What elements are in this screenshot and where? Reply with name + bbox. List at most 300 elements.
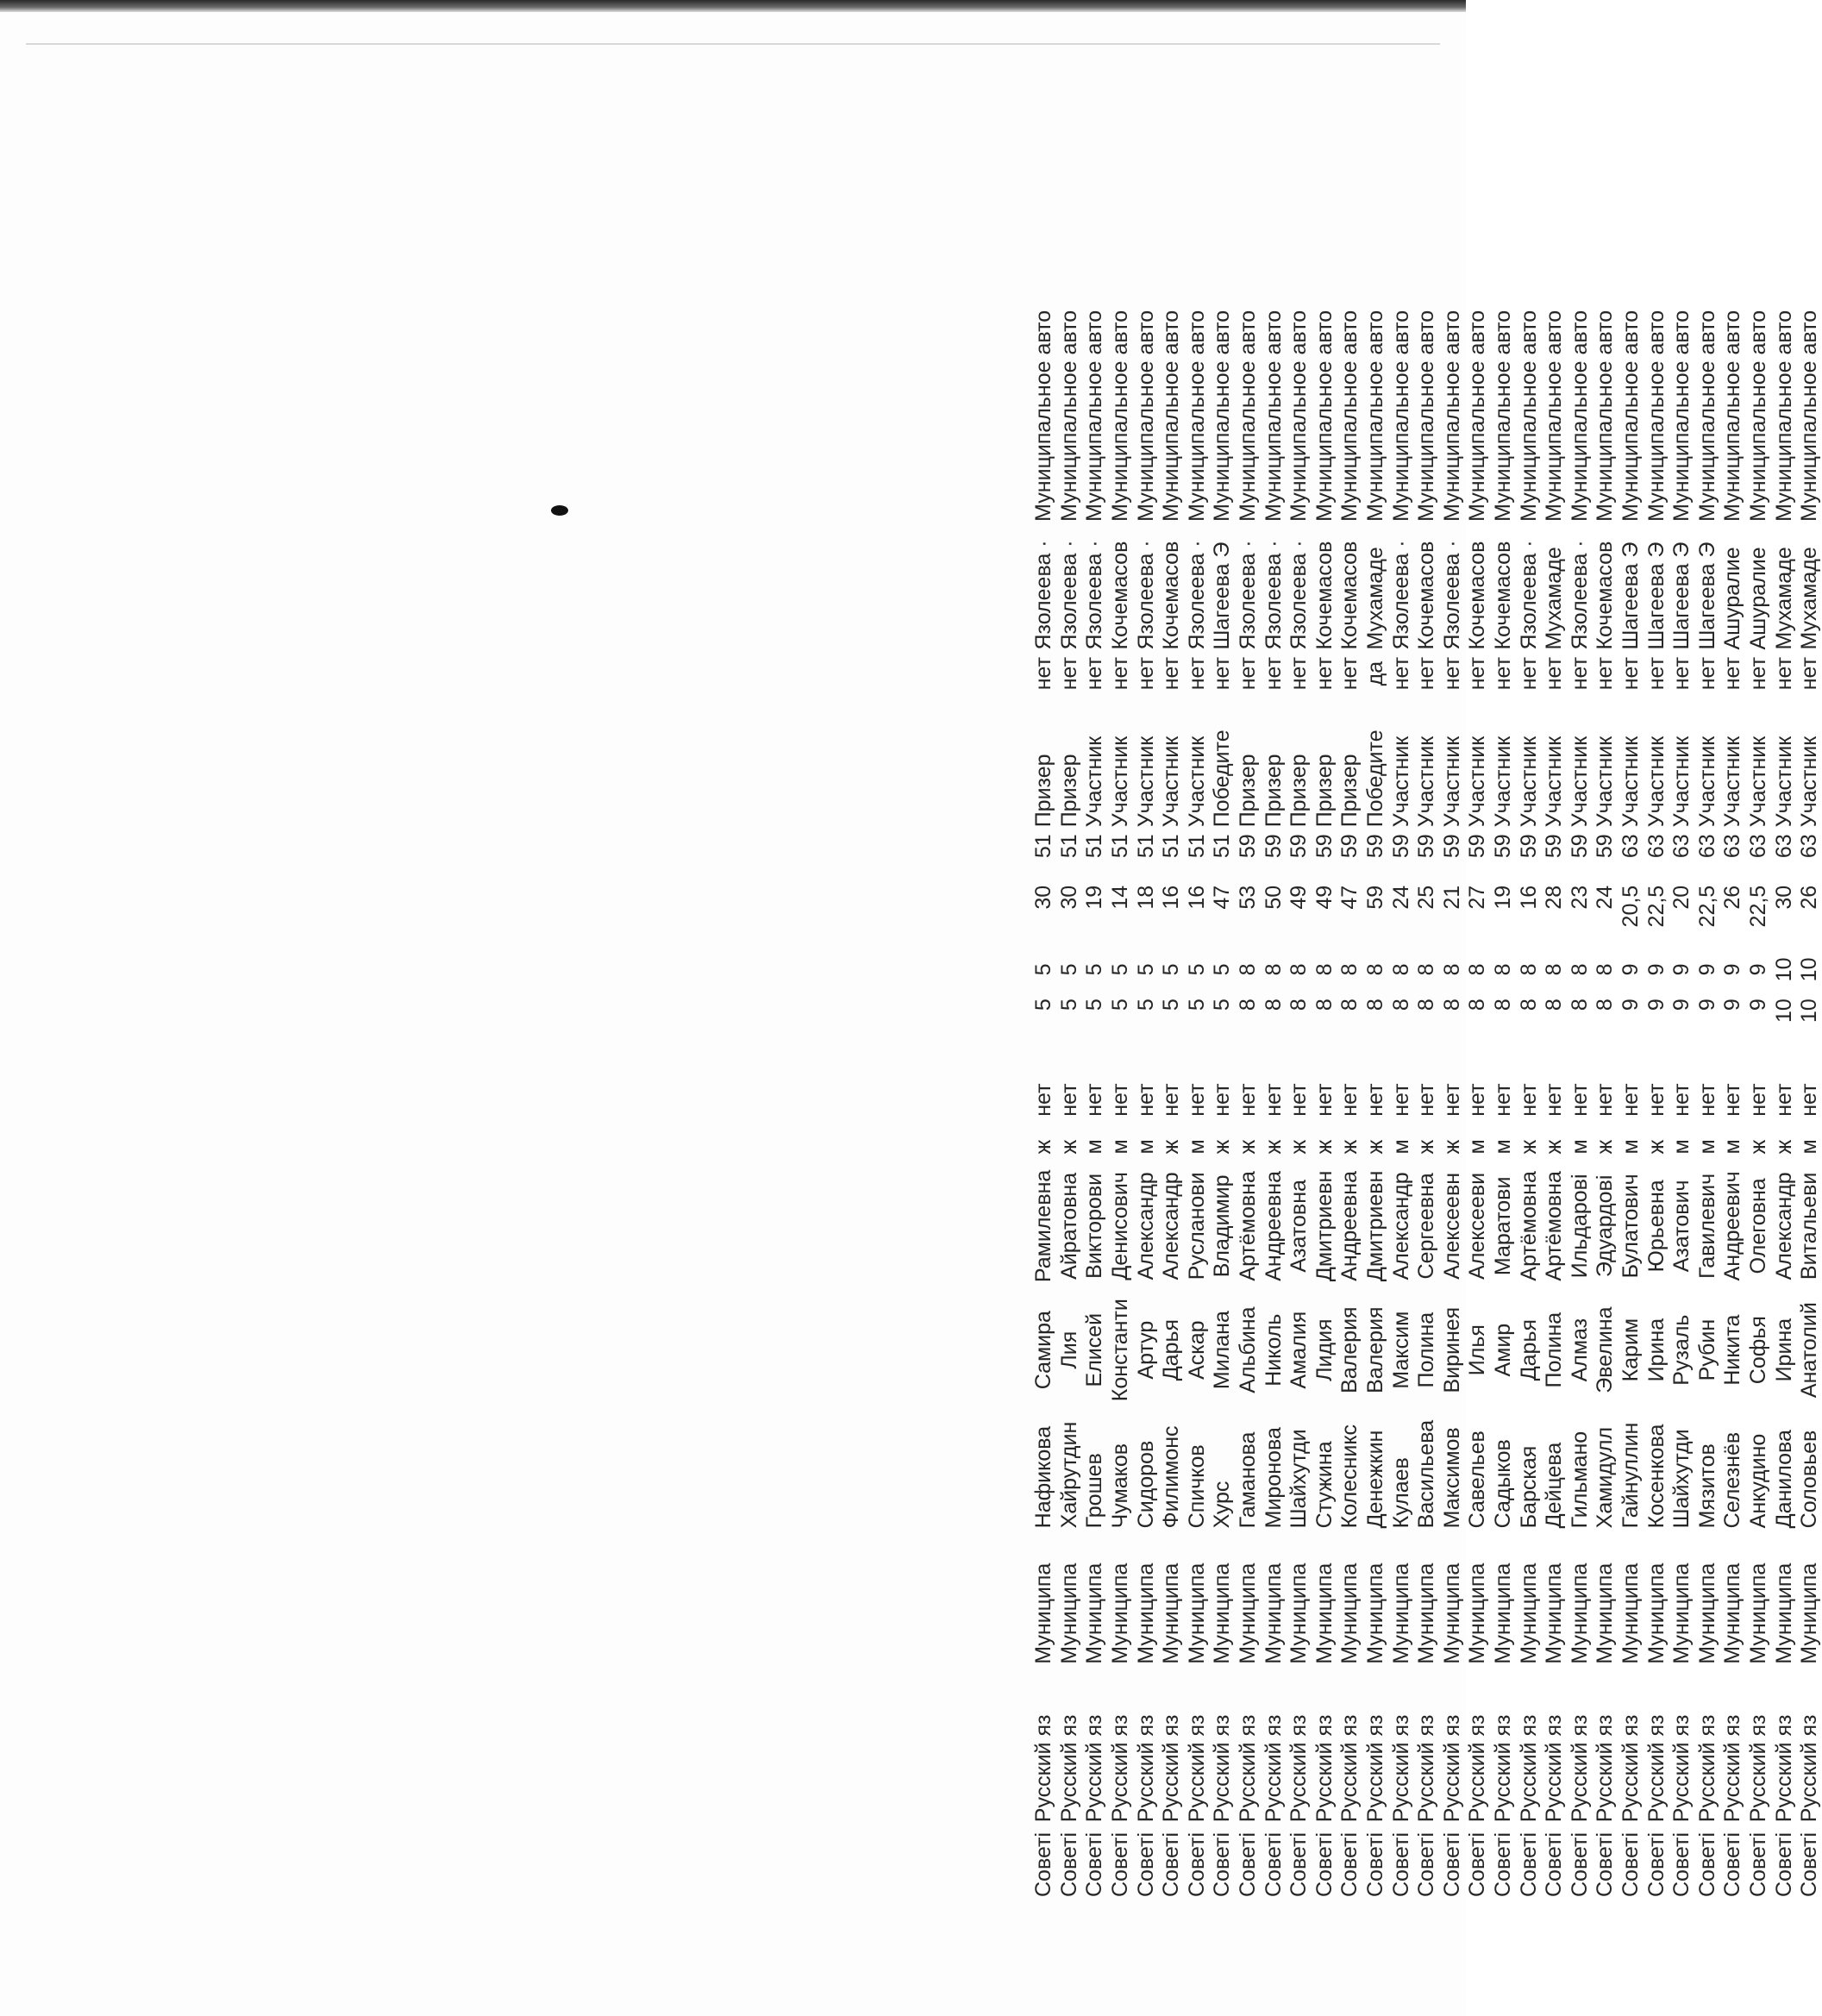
score-cell: 25: [1414, 885, 1439, 910]
disability-cell: нет: [1567, 1083, 1592, 1117]
surname-cell: Нафикова: [1031, 1425, 1056, 1529]
teacher-cell: Мухамаде: [1363, 547, 1388, 650]
grade-cell: 10: [1771, 999, 1796, 1023]
patronymic-cell: Владимир: [1210, 1174, 1235, 1278]
study-grade-cell: 8: [1542, 963, 1567, 976]
gender-cell: ж: [1439, 1139, 1464, 1155]
flag-cell: нет: [1261, 656, 1286, 691]
gender-cell: ж: [1159, 1139, 1184, 1155]
table-row: [1337, 107, 1363, 1900]
name-cell: Лидия: [1312, 1318, 1337, 1381]
subject-cell: Русский яз: [1312, 1714, 1337, 1823]
surname-cell: Сидоров: [1133, 1440, 1158, 1529]
disability-cell: нет: [1236, 1083, 1261, 1117]
region-cell: Советі: [1745, 1831, 1770, 1897]
subject-cell: Русский яз: [1745, 1714, 1770, 1823]
region-cell: Советі: [1133, 1831, 1158, 1897]
study-grade-cell: 5: [1210, 963, 1235, 976]
region-cell: Советі: [1184, 1831, 1209, 1897]
max-score-cell: 59: [1516, 834, 1541, 859]
school-cell: Муниципальное авто: [1567, 310, 1592, 522]
max-score-cell: 51: [1184, 834, 1209, 859]
surname-cell: Савельев: [1465, 1431, 1490, 1529]
name-cell: Артур: [1133, 1320, 1158, 1380]
flag-cell: нет: [1236, 656, 1261, 691]
score-cell: 30: [1056, 885, 1081, 910]
table-row: [1542, 107, 1568, 1900]
stage-cell: Муниципа: [1720, 1562, 1745, 1664]
surname-cell: Шайхутди: [1287, 1429, 1312, 1529]
flag-cell: нет: [1720, 656, 1745, 691]
name-cell: Амир: [1490, 1323, 1515, 1377]
score-cell: 47: [1337, 885, 1362, 910]
flag-cell: нет: [1133, 656, 1158, 691]
name-cell: Валерия: [1363, 1306, 1388, 1393]
table-row: [1771, 107, 1797, 1900]
study-grade-cell: 8: [1287, 963, 1312, 976]
study-grade-cell: 9: [1694, 963, 1719, 976]
fold-line: [26, 43, 1440, 45]
patronymic-cell: Денисович: [1108, 1172, 1133, 1280]
stage-cell: Муниципа: [1056, 1562, 1081, 1664]
table-row: [1516, 107, 1542, 1900]
patronymic-cell: Азатовна: [1287, 1180, 1312, 1273]
grade-cell: 9: [1694, 999, 1719, 1011]
gender-cell: м: [1465, 1139, 1490, 1155]
flag-cell: нет: [1567, 656, 1592, 691]
study-grade-cell: 9: [1720, 963, 1745, 976]
patronymic-cell: Артёмовна: [1542, 1171, 1567, 1281]
teacher-cell: Язолеева ·: [1261, 540, 1286, 650]
school-cell: Муниципальное авто: [1108, 310, 1133, 522]
stage-cell: Муниципа: [1439, 1562, 1464, 1664]
study-grade-cell: 9: [1669, 963, 1694, 976]
flag-cell: нет: [1593, 656, 1618, 691]
subject-cell: Русский яз: [1261, 1714, 1286, 1823]
school-cell: Муниципальное авто: [1337, 310, 1362, 522]
school-cell: Муниципальное авто: [1082, 310, 1107, 522]
study-grade-cell: 8: [1490, 963, 1515, 976]
gender-cell: м: [1694, 1139, 1719, 1155]
score-cell: 22,5: [1694, 885, 1719, 928]
table-row: [1465, 107, 1491, 1900]
stage-cell: Муниципа: [1593, 1562, 1618, 1664]
grade-cell: 9: [1644, 999, 1669, 1011]
subject-cell: Русский яз: [1337, 1714, 1362, 1823]
table-row: [1031, 107, 1057, 1900]
score-cell: 21: [1439, 885, 1464, 910]
teacher-cell: Мухамаде: [1542, 547, 1567, 650]
region-cell: Советі: [1593, 1831, 1618, 1897]
subject-cell: Русский яз: [1184, 1714, 1209, 1823]
region-cell: Советі: [1388, 1831, 1413, 1897]
teacher-cell: Язолеева ·: [1388, 540, 1413, 650]
teacher-cell: Язолеева ·: [1567, 540, 1592, 650]
study-grade-cell: 10: [1771, 957, 1796, 982]
max-score-cell: 51: [1133, 834, 1158, 859]
school-cell: Муниципальное авто: [1669, 310, 1694, 522]
disability-cell: нет: [1184, 1083, 1209, 1117]
table-row: [1746, 107, 1772, 1900]
subject-cell: Русский яз: [1618, 1714, 1643, 1823]
max-score-cell: 63: [1745, 834, 1770, 859]
subject-cell: Русский яз: [1771, 1714, 1796, 1823]
surname-cell: Анкудино: [1745, 1433, 1770, 1529]
grade-cell: 8: [1388, 999, 1413, 1011]
subject-cell: Русский яз: [1694, 1714, 1719, 1823]
patronymic-cell: Олеговна: [1745, 1178, 1770, 1274]
study-grade-cell: 8: [1516, 963, 1541, 976]
subject-cell: Русский яз: [1593, 1714, 1618, 1823]
name-cell: Лия: [1056, 1330, 1081, 1369]
name-cell: Константи: [1108, 1299, 1133, 1402]
school-cell: Муниципальное авто: [1745, 310, 1770, 522]
grade-cell: 8: [1593, 999, 1618, 1011]
name-cell: Никита: [1720, 1314, 1745, 1386]
flag-cell: нет: [1159, 656, 1184, 691]
study-grade-cell: 8: [1414, 963, 1439, 976]
max-score-cell: 63: [1771, 834, 1796, 859]
ink-spot: [551, 505, 568, 516]
status-cell: Призер: [1236, 754, 1261, 828]
region-cell: Советі: [1797, 1831, 1822, 1897]
table-row: [1440, 107, 1466, 1900]
region-cell: Советі: [1414, 1831, 1439, 1897]
gender-cell: м: [1720, 1139, 1745, 1155]
status-cell: Участник: [1184, 736, 1209, 828]
status-cell: Участник: [1159, 736, 1184, 828]
disability-cell: нет: [1644, 1083, 1669, 1117]
school-cell: Муниципальное авто: [1287, 310, 1312, 522]
score-cell: 26: [1720, 885, 1745, 910]
school-cell: Муниципальное авто: [1031, 310, 1056, 522]
surname-cell: Филимонс: [1159, 1425, 1184, 1529]
gender-cell: ж: [1414, 1139, 1439, 1155]
max-score-cell: 59: [1567, 834, 1592, 859]
teacher-cell: Кочемасов: [1337, 541, 1362, 650]
flag-cell: нет: [1056, 656, 1081, 691]
status-cell: Участник: [1618, 736, 1643, 828]
study-grade-cell: 5: [1133, 963, 1158, 976]
subject-cell: Русский яз: [1210, 1714, 1235, 1823]
max-score-cell: 63: [1694, 834, 1719, 859]
patronymic-cell: Русланови: [1184, 1172, 1209, 1280]
table-row: [1261, 107, 1287, 1900]
school-cell: Муниципальное авто: [1593, 310, 1618, 522]
table-row: [1287, 107, 1312, 1900]
teacher-cell: Шагеева Э: [1210, 542, 1235, 650]
grade-cell: 8: [1261, 999, 1286, 1011]
flag-cell: нет: [1771, 656, 1796, 691]
grade-cell: 10: [1797, 999, 1822, 1023]
study-grade-cell: 5: [1056, 963, 1081, 976]
disability-cell: нет: [1694, 1083, 1719, 1117]
disability-cell: нет: [1082, 1083, 1107, 1117]
max-score-cell: 51: [1108, 834, 1133, 859]
stage-cell: Муниципа: [1388, 1562, 1413, 1664]
region-cell: Советі: [1082, 1831, 1107, 1897]
stage-cell: Муниципа: [1337, 1562, 1362, 1664]
disability-cell: нет: [1465, 1083, 1490, 1117]
grade-cell: 5: [1184, 999, 1209, 1011]
school-cell: Муниципальное авто: [1159, 310, 1184, 522]
grade-cell: 8: [1542, 999, 1567, 1011]
surname-cell: Селезнёв: [1720, 1431, 1745, 1529]
disability-cell: нет: [1771, 1083, 1796, 1117]
score-cell: 49: [1312, 885, 1337, 910]
flag-cell: нет: [1694, 656, 1719, 691]
school-cell: Муниципальное авто: [1388, 310, 1413, 522]
table-row: [1185, 107, 1211, 1900]
teacher-cell: Язолеева ·: [1031, 540, 1056, 650]
flag-cell: нет: [1210, 656, 1235, 691]
study-grade-cell: 5: [1082, 963, 1107, 976]
flag-cell: да: [1363, 661, 1388, 686]
patronymic-cell: Ильдарові: [1567, 1174, 1592, 1279]
patronymic-cell: Викторови: [1082, 1173, 1107, 1279]
max-score-cell: 59: [1236, 834, 1261, 859]
region-cell: Советі: [1056, 1831, 1081, 1897]
grade-cell: 8: [1337, 999, 1362, 1011]
table-row: [1491, 107, 1517, 1900]
school-cell: Муниципальное авто: [1771, 310, 1796, 522]
table-row: [1108, 107, 1134, 1900]
disability-cell: нет: [1542, 1083, 1567, 1117]
teacher-cell: Шагеева Э: [1618, 542, 1643, 650]
flag-cell: нет: [1797, 656, 1822, 691]
table-row: [1669, 107, 1695, 1900]
subject-cell: Русский яз: [1133, 1714, 1158, 1823]
study-grade-cell: 5: [1108, 963, 1133, 976]
name-cell: Валерия: [1337, 1306, 1362, 1393]
disability-cell: нет: [1031, 1083, 1056, 1117]
region-cell: Советі: [1669, 1831, 1694, 1897]
region-cell: Советі: [1542, 1831, 1567, 1897]
score-cell: 24: [1593, 885, 1618, 910]
region-cell: Советі: [1567, 1831, 1592, 1897]
disability-cell: нет: [1363, 1083, 1388, 1117]
disability-cell: нет: [1414, 1083, 1439, 1117]
flag-cell: нет: [1082, 656, 1107, 691]
max-score-cell: 59: [1490, 834, 1515, 859]
patronymic-cell: Айратовна: [1056, 1172, 1081, 1280]
status-cell: Участник: [1542, 736, 1567, 828]
patronymic-cell: Маратови: [1490, 1176, 1515, 1276]
teacher-cell: Мухамаде: [1797, 547, 1822, 650]
max-score-cell: 51: [1210, 834, 1235, 859]
table-row: [1133, 107, 1159, 1900]
gender-cell: м: [1133, 1139, 1158, 1155]
subject-cell: Русский яз: [1287, 1714, 1312, 1823]
table-row: [1694, 107, 1720, 1900]
gender-cell: ж: [1261, 1139, 1286, 1155]
patronymic-cell: Александр: [1159, 1172, 1184, 1280]
score-cell: 16: [1516, 885, 1541, 910]
subject-cell: Русский яз: [1542, 1714, 1567, 1823]
subject-cell: Русский яз: [1644, 1714, 1669, 1823]
region-cell: Советі: [1108, 1831, 1133, 1897]
max-score-cell: 59: [1388, 834, 1413, 859]
status-cell: Участник: [1439, 736, 1464, 828]
region-cell: Советі: [1490, 1831, 1515, 1897]
grade-cell: 9: [1720, 999, 1745, 1011]
subject-cell: Русский яз: [1414, 1714, 1439, 1823]
disability-cell: нет: [1669, 1083, 1694, 1117]
max-score-cell: 59: [1439, 834, 1464, 859]
status-cell: Участник: [1082, 736, 1107, 828]
name-cell: Анатолий: [1797, 1302, 1822, 1399]
patronymic-cell: Булатович: [1618, 1174, 1643, 1279]
teacher-cell: Кочемасов: [1312, 541, 1337, 650]
name-cell: Алмаз: [1567, 1318, 1592, 1382]
region-cell: Советі: [1771, 1831, 1796, 1897]
flag-cell: нет: [1516, 656, 1541, 691]
score-cell: 47: [1210, 885, 1235, 910]
status-cell: Призер: [1287, 754, 1312, 828]
gender-cell: ж: [1516, 1139, 1541, 1155]
gender-cell: м: [1082, 1139, 1107, 1155]
score-cell: 23: [1567, 885, 1592, 910]
stage-cell: Муниципа: [1745, 1562, 1770, 1664]
name-cell: Альбина: [1236, 1306, 1261, 1393]
score-cell: 20: [1669, 885, 1694, 910]
disability-cell: нет: [1312, 1083, 1337, 1117]
patronymic-cell: Артёмовна: [1516, 1171, 1541, 1281]
disability-cell: нет: [1439, 1083, 1464, 1117]
surname-cell: Грошев: [1082, 1453, 1107, 1529]
patronymic-cell: Эдуардові: [1593, 1174, 1618, 1278]
name-cell: Эвелина: [1593, 1306, 1618, 1393]
gender-cell: ж: [1363, 1139, 1388, 1155]
max-score-cell: 51: [1056, 834, 1081, 859]
study-grade-cell: 5: [1031, 963, 1056, 976]
stage-cell: Муниципа: [1490, 1562, 1515, 1664]
study-grade-cell: 8: [1465, 963, 1490, 976]
name-cell: Самира: [1031, 1311, 1056, 1390]
disability-cell: нет: [1797, 1083, 1822, 1117]
surname-cell: Косенкова: [1644, 1424, 1669, 1529]
stage-cell: Муниципа: [1771, 1562, 1796, 1664]
gender-cell: ж: [1337, 1139, 1362, 1155]
disability-cell: нет: [1159, 1083, 1184, 1117]
rotated-table-container: [1031, 107, 1822, 1900]
surname-cell: Чумаков: [1108, 1443, 1133, 1529]
flag-cell: нет: [1465, 656, 1490, 691]
flag-cell: нет: [1745, 656, 1770, 691]
teacher-cell: Мухамаде: [1771, 547, 1796, 650]
subject-cell: Русский яз: [1363, 1714, 1388, 1823]
stage-cell: Муниципа: [1210, 1562, 1235, 1664]
gender-cell: м: [1388, 1139, 1413, 1155]
score-cell: 16: [1184, 885, 1209, 910]
patronymic-cell: Александр: [1771, 1172, 1796, 1280]
teacher-cell: Язолеева ·: [1184, 540, 1209, 650]
grade-cell: 8: [1439, 999, 1464, 1011]
gender-cell: ж: [1031, 1139, 1056, 1155]
disability-cell: нет: [1210, 1083, 1235, 1117]
flag-cell: нет: [1108, 656, 1133, 691]
subject-cell: Русский яз: [1159, 1714, 1184, 1823]
status-cell: Участник: [1771, 736, 1796, 828]
school-cell: Муниципальное авто: [1261, 310, 1286, 522]
score-cell: 14: [1108, 885, 1133, 910]
school-cell: Муниципальное авто: [1644, 310, 1669, 522]
score-cell: 22,5: [1644, 885, 1669, 928]
surname-cell: Дейцева: [1542, 1442, 1567, 1529]
gender-cell: м: [1108, 1139, 1133, 1155]
study-grade-cell: 5: [1159, 963, 1184, 976]
grade-cell: 8: [1287, 999, 1312, 1011]
teacher-cell: Язолеева ·: [1516, 540, 1541, 650]
grade-cell: 5: [1082, 999, 1107, 1011]
grade-cell: 5: [1056, 999, 1081, 1011]
region-cell: Советі: [1644, 1831, 1669, 1897]
study-grade-cell: 8: [1439, 963, 1464, 976]
max-score-cell: 59: [1287, 834, 1312, 859]
study-grade-cell: 8: [1236, 963, 1261, 976]
max-score-cell: 63: [1797, 834, 1822, 859]
score-cell: 26: [1797, 885, 1822, 910]
teacher-cell: Язолеева ·: [1439, 540, 1464, 650]
name-cell: Елисей: [1082, 1312, 1107, 1387]
flag-cell: нет: [1312, 656, 1337, 691]
name-cell: Максим: [1388, 1311, 1413, 1389]
disability-cell: нет: [1516, 1083, 1541, 1117]
region-cell: Советі: [1439, 1831, 1464, 1897]
surname-cell: Соловьев: [1797, 1430, 1822, 1529]
max-score-cell: 59: [1312, 834, 1337, 859]
surname-cell: Барская: [1516, 1445, 1541, 1529]
teacher-cell: Язолеева ·: [1287, 540, 1312, 650]
subject-cell: Русский яз: [1567, 1714, 1592, 1823]
school-cell: Муниципальное авто: [1542, 310, 1567, 522]
patronymic-cell: Андреевна: [1337, 1170, 1362, 1281]
score-cell: 30: [1771, 885, 1796, 910]
school-cell: Муниципальное авто: [1465, 310, 1490, 522]
surname-cell: Хурс: [1210, 1481, 1235, 1529]
flag-cell: нет: [1669, 656, 1694, 691]
teacher-cell: Кочемасов: [1593, 541, 1618, 650]
region-cell: Советі: [1516, 1831, 1541, 1897]
table-row: [1797, 107, 1822, 1900]
teacher-cell: Шагеева Э: [1694, 542, 1719, 650]
flag-cell: нет: [1414, 656, 1439, 691]
school-cell: Муниципальное авто: [1236, 310, 1261, 522]
gender-cell: м: [1567, 1139, 1592, 1155]
gender-cell: м: [1797, 1139, 1822, 1155]
disability-cell: нет: [1618, 1083, 1643, 1117]
table-row: [1082, 107, 1108, 1900]
stage-cell: Муниципа: [1133, 1562, 1158, 1664]
school-cell: Муниципальное авто: [1490, 310, 1515, 522]
grade-cell: 8: [1236, 999, 1261, 1011]
study-grade-cell: 9: [1618, 963, 1643, 976]
table-row: [1363, 107, 1389, 1900]
score-cell: 19: [1490, 885, 1515, 910]
status-cell: Участник: [1745, 736, 1770, 828]
study-grade-cell: 9: [1745, 963, 1770, 976]
status-cell: Призер: [1337, 754, 1362, 828]
school-cell: Муниципальное авто: [1184, 310, 1209, 522]
scan-top-edge: [0, 0, 1466, 12]
status-cell: Призер: [1031, 754, 1056, 828]
region-cell: Советі: [1236, 1831, 1261, 1897]
grade-cell: 8: [1363, 999, 1388, 1011]
table-row: [1619, 107, 1644, 1900]
gender-cell: м: [1184, 1139, 1209, 1155]
table-row: [1159, 107, 1185, 1900]
study-grade-cell: 8: [1261, 963, 1286, 976]
